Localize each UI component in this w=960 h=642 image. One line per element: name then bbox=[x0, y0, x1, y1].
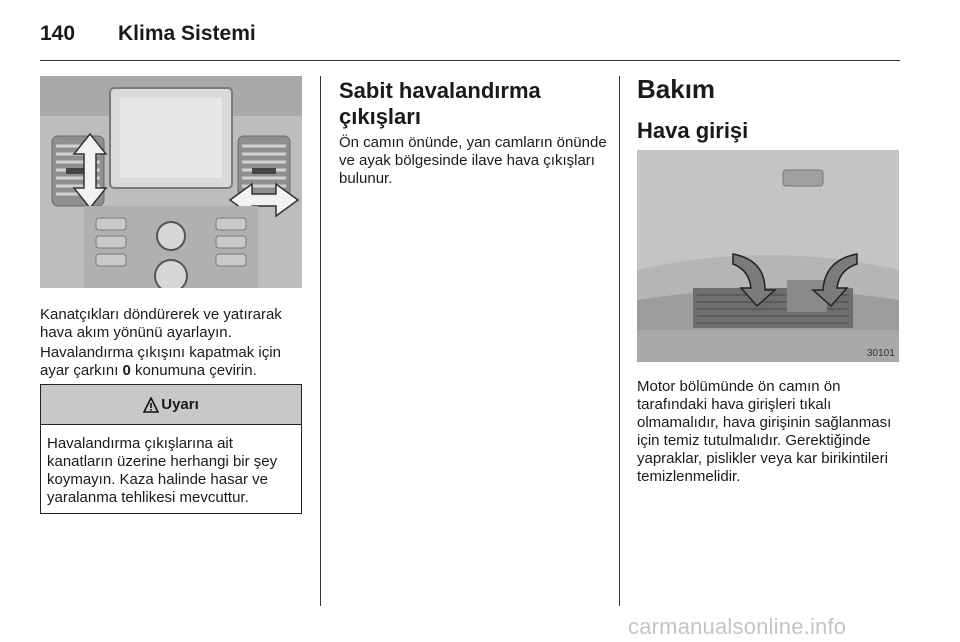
warning-title: Uyarı bbox=[161, 396, 199, 413]
page-number: 140 bbox=[40, 22, 76, 45]
watermark: carmanualsonline.info bbox=[628, 614, 847, 639]
warning-box bbox=[40, 384, 302, 514]
figure-code: 30101 bbox=[867, 348, 895, 359]
header-rule bbox=[40, 60, 900, 61]
vent-close-position: 0 bbox=[122, 362, 131, 379]
fixed-vents-heading: Sabit havalandırma çıkışları bbox=[339, 78, 541, 129]
air-intake-figure bbox=[637, 150, 899, 362]
column-divider-2 bbox=[619, 76, 620, 606]
column-divider-1 bbox=[320, 76, 321, 606]
warning-header bbox=[41, 385, 301, 425]
page-title: Klima Sistemi bbox=[118, 22, 256, 45]
vent-close-paragraph bbox=[40, 344, 308, 380]
fixed-vents-paragraph: Ön camın önünde, yan camların önünde ve ayak bölgesinde ilave hava çıkışları bulunur. bbox=[339, 134, 607, 187]
air-intake-paragraph: Motor bölümünde ön camın ön tarafındaki hava girişleri tıkalı olmamalıdır, hava girişinin sağlanması için temiz tutulmalıdır. Gerektiğinde yapraklar, pislikler veya kar birikintileri temizlenmelidir. bbox=[637, 378, 892, 485]
page-header bbox=[40, 18, 900, 64]
warning-icon bbox=[143, 397, 159, 413]
vent-close-text-b: konumuna çevirin. bbox=[130, 362, 257, 379]
vent-close-text-a: Havalandırma çıkışını kapatmak için ayar çarkını bbox=[40, 344, 281, 379]
dashboard-vents-illustration bbox=[40, 76, 302, 288]
air-intake-illustration bbox=[637, 150, 899, 362]
dashboard-vents-figure bbox=[40, 76, 302, 288]
vent-adjust-paragraph: Kanatçıkları döndürerek ve yatırarak hava akım yönünü ayarlayın. bbox=[40, 306, 282, 341]
warning-body: Havalandırma çıkışlarına ait kanatların üzerine herhangi bir şey koymayın. Kaza halinde hasar ve yaralanma tehlikesi mevcuttur. bbox=[47, 435, 278, 506]
maintenance-heading: Bakım bbox=[637, 74, 716, 104]
air-intake-heading: Hava girişi bbox=[637, 118, 749, 143]
